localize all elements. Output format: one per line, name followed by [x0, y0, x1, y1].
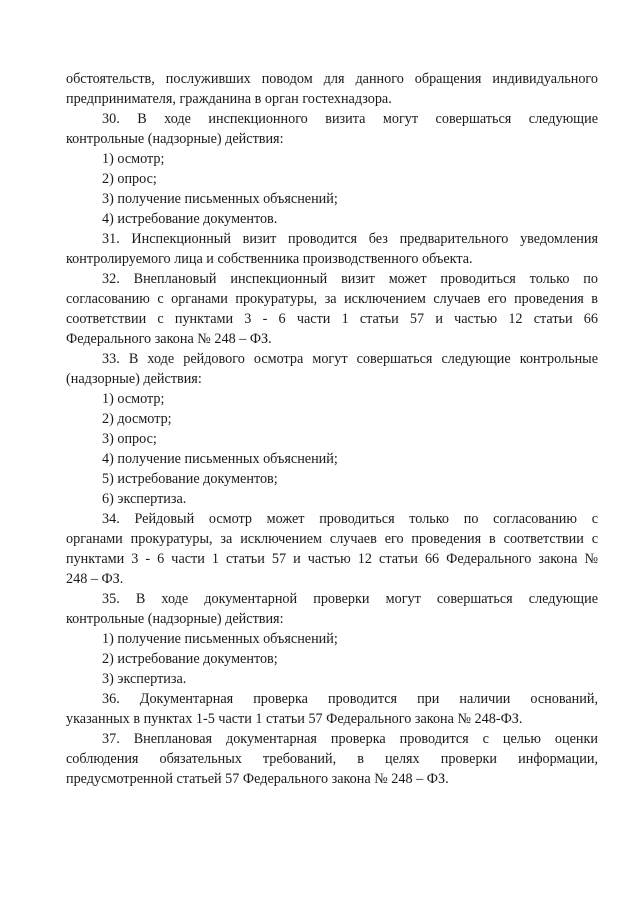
- text-line: контрольные (надзорные) действия:: [66, 131, 284, 147]
- text-line: 2) истребование документов;: [102, 651, 278, 667]
- text-line: 4) истребование документов.: [102, 211, 278, 227]
- text-line: 35. В ходе документарной проверки могут совершаться следующие: [102, 591, 598, 607]
- text-line: 1) осмотр;: [102, 151, 165, 167]
- text-line: 2) опрос;: [102, 171, 157, 187]
- text-line: указанных в пунктах 1-5 части 1 статьи 57 Федерального закона № 248-ФЗ.: [66, 711, 523, 727]
- text-line: соответствии с пунктами 3 - 6 части 1 статьи 57 и частью 12 статьи 66: [66, 311, 598, 327]
- text-line: органами прокуратуры, за исключением случаев его проведения в соответствии с: [66, 531, 598, 547]
- text-line: 34. Рейдовый осмотр может проводиться только по согласованию с: [102, 511, 598, 527]
- text-line: предусмотренной статьей 57 Федерального закона № 248 – ФЗ.: [66, 771, 449, 787]
- text-line: контрольные (надзорные) действия:: [66, 611, 284, 627]
- text-line: 33. В ходе рейдового осмотра могут совершаться следующие контрольные: [102, 351, 598, 367]
- text-line: обстоятельств, послуживших поводом для данного обращения индивидуального: [66, 71, 598, 87]
- text-line: пунктами 3 - 6 части 1 статьи 57 и частью 12 статьи 66 Федерального закона №: [66, 551, 598, 567]
- text-line: 248 – ФЗ.: [66, 571, 124, 587]
- text-line: 32. Внеплановый инспекционный визит может проводиться только по: [102, 271, 598, 287]
- text-line: 1) осмотр;: [102, 391, 165, 407]
- text-line: 6) экспертиза.: [102, 491, 187, 507]
- text-line: 4) получение письменных объяснений;: [102, 451, 338, 467]
- text-line: 36. Документарная проверка проводится при наличии оснований,: [102, 691, 598, 707]
- document-text: [66, 69, 598, 789]
- text-line: контролируемого лица и собственника производственного объекта.: [66, 251, 473, 267]
- text-line: 30. В ходе инспекционного визита могут совершаться следующие: [102, 111, 598, 127]
- text-line: согласованию с органами прокуратуры, за исключением случаев его проведения в: [66, 291, 598, 307]
- text-line: 31. Инспекционный визит проводится без предварительного уведомления: [102, 231, 598, 247]
- text-line: 3) получение письменных объяснений;: [102, 191, 338, 207]
- text-line: (надзорные) действия:: [66, 371, 202, 387]
- text-line: 37. Внеплановая документарная проверка проводится с целью оценки: [102, 731, 598, 747]
- text-line: 3) экспертиза.: [102, 671, 187, 687]
- text-line: предпринимателя, гражданина в орган гостехнадзора.: [66, 91, 392, 107]
- text-line: 1) получение письменных объяснений;: [102, 631, 338, 647]
- text-line: Федерального закона № 248 – ФЗ.: [66, 331, 272, 347]
- text-line: 5) истребование документов;: [102, 471, 278, 487]
- text-line: 2) досмотр;: [102, 411, 172, 427]
- text-line: соблюдения обязательных требований, в целях проверки информации,: [66, 751, 598, 767]
- text-line: 3) опрос;: [102, 431, 157, 447]
